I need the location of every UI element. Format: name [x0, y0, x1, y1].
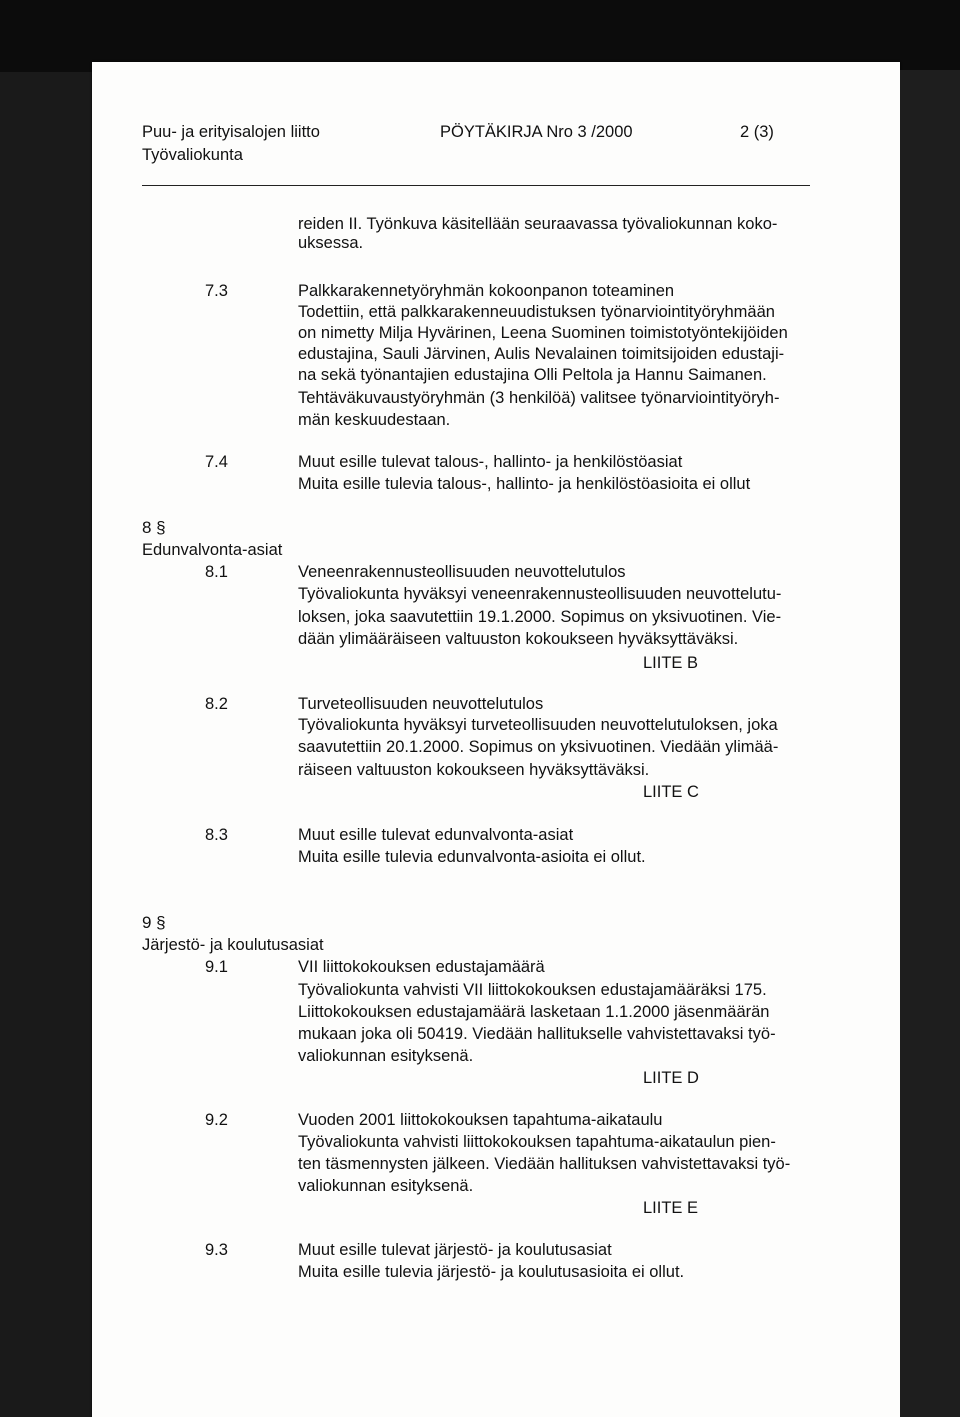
item-text: saavutettiin 20.1.2000. Sopimus on yksivuotinen. Viedään ylimää-	[298, 738, 779, 756]
item-text: mukaan joka oli 50419. Viedään hallitukselle vahvistettavaksi työ-	[298, 1025, 776, 1043]
item-text: edustajina, Sauli Järvinen, Aulis Nevalainen toimitsijoiden edustaji-	[298, 345, 785, 363]
item-number: 7.3	[205, 282, 228, 300]
item-text: Työvaliokunta vahvisti liittokokouksen tapahtuma-aikataulun pien-	[298, 1133, 776, 1151]
item-title: Vuoden 2001 liittokokouksen tapahtuma-aikataulu	[298, 1111, 663, 1129]
item-text: na sekä työnantajien edustajina Olli Peltola ja Hannu Saimanen.	[298, 366, 767, 384]
header-rule	[142, 185, 810, 186]
scan-border-right	[900, 70, 960, 1417]
item-title: VII liittokokouksen edustajamäärä	[298, 958, 545, 976]
attachment-label: LIITE B	[643, 654, 699, 672]
item-text: Muita esille tulevia järjestö- ja koulutusasioita ei ollut.	[298, 1263, 685, 1281]
item-text: Työvaliokunta hyväksyi veneenrakennusteollisuuden neuvottelutu-	[298, 585, 782, 603]
section-mark: 9 §	[142, 913, 166, 932]
item-title: Muut esille tulevat järjestö- ja koulutusasiat	[298, 1241, 612, 1259]
attachment-label: LIITE D	[643, 1069, 699, 1087]
section-mark: 8 §	[142, 518, 166, 537]
item-title: Turveteollisuuden neuvottelutulos	[298, 695, 544, 713]
item-text: on nimetty Milja Hyvärinen, Leena Suominen toimistotyöntekijöiden	[298, 324, 788, 342]
item-number: 9.3	[205, 1241, 228, 1259]
intro-line: reiden II. Työnkuva käsitellään seuraavassa työvaliokunnan koko-	[298, 215, 778, 233]
intro-line: uksessa.	[298, 234, 364, 252]
item-title: Muut esille tulevat talous-, hallinto- ja henkilöstöasiat	[298, 453, 683, 471]
attachment-label: LIITE E	[643, 1199, 699, 1217]
doc-title: PÖYTÄKIRJA Nro 3 /2000	[440, 123, 633, 141]
item-text: Työvaliokunta hyväksyi turveteollisuuden neuvottelutuloksen, joka	[298, 716, 778, 734]
section-title: Järjestö- ja koulutusasiat	[142, 936, 324, 954]
item-text: räiseen valtuuston kokoukseen hyväksyttäväksi.	[298, 761, 650, 779]
item-text: Muita esille tulevia edunvalvonta-asioita ei ollut.	[298, 848, 646, 866]
item-text: Liittokokouksen edustajamäärä lasketaan 1.1.2000 jäsenmäärän	[298, 1003, 770, 1021]
item-text: ten täsmennysten jälkeen. Viedään hallituksen vahvistettavaksi työ-	[298, 1155, 791, 1173]
item-number: 9.1	[205, 958, 228, 976]
item-text: valiokunnan esityksenä.	[298, 1177, 474, 1195]
item-text: Tehtäväkuvaustyöryhmän (3 henkilöä) valitsee työnarviointityöryh-	[298, 389, 780, 407]
item-number: 7.4	[205, 453, 228, 471]
item-text: Työvaliokunta vahvisti VII liittokokouksen edustajamääräksi 175.	[298, 981, 767, 999]
item-text: Muita esille tulevia talous-, hallinto- ja henkilöstöasioita ei ollut	[298, 475, 751, 493]
item-text: valiokunnan esityksenä.	[298, 1047, 474, 1065]
item-text: män keskuudestaan.	[298, 411, 451, 429]
item-text: loksen, joka saavutettiin 19.1.2000. Sopimus on yksivuotinen. Vie-	[298, 608, 782, 626]
section-title: Edunvalvonta-asiat	[142, 541, 283, 559]
page-number: 2 (3)	[740, 123, 774, 141]
attachment-label: LIITE C	[643, 783, 699, 801]
item-number: 9.2	[205, 1111, 228, 1129]
item-number: 8.3	[205, 826, 228, 844]
item-text: dään ylimääräiseen valtuuston kokoukseen hyväksyttäväksi.	[298, 630, 739, 648]
org-unit: Työvaliokunta	[142, 146, 243, 164]
item-title: Palkkarakennetyöryhmän kokoonpanon toteaminen	[298, 282, 675, 300]
item-title: Veneenrakennusteollisuuden neuvottelutulos	[298, 563, 626, 581]
item-text: Todettiin, että palkkarakenneuudistuksen työnarviointityöryhmään	[298, 303, 775, 321]
item-number: 8.1	[205, 563, 228, 581]
item-title: Muut esille tulevat edunvalvonta-asiat	[298, 826, 574, 844]
org-name: Puu- ja erityisalojen liitto	[142, 123, 320, 141]
item-number: 8.2	[205, 695, 228, 713]
